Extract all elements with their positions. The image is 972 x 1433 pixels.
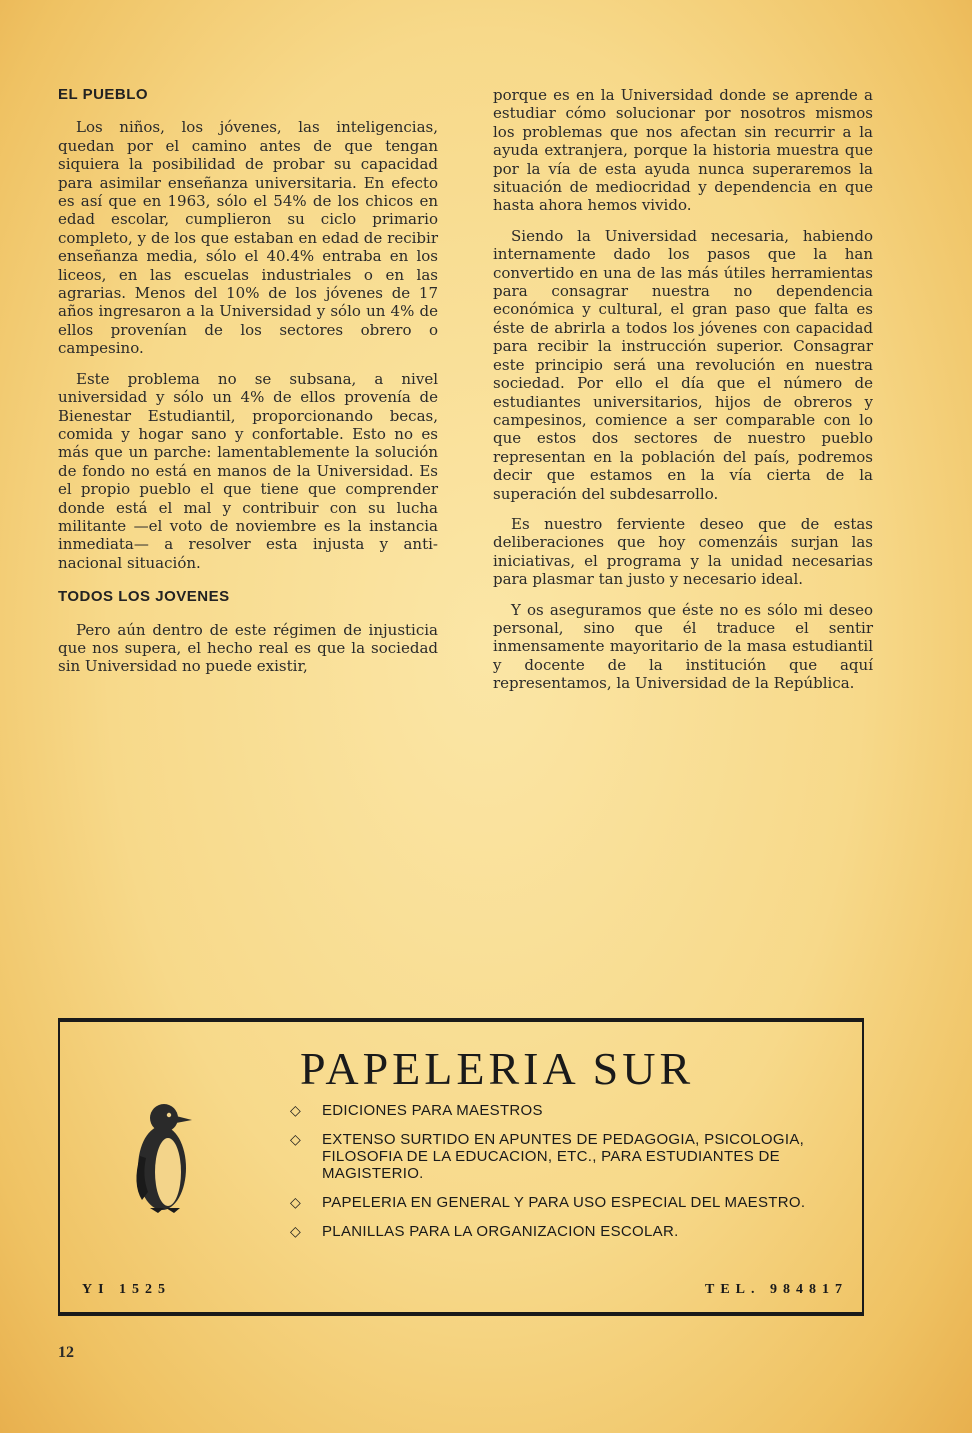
section-heading-todos-los-jovenes: TODOS LOS JOVENES — [58, 588, 230, 606]
left-column — [58, 86, 438, 688]
diamond-bullet-icon: ◇ — [290, 1131, 302, 1147]
penguin-icon — [128, 1096, 198, 1216]
list-item — [290, 1223, 810, 1240]
paragraph: Los niños, los jóvenes, las inteligencias, quedan por el camino antes de que tengan siquiera la posibilidad de probar su capacidad para asimilar enseñanza universitaria. En efecto es así que en 1963, sólo el 54% de los chicos en edad escolar, cumplieron su ciclo primario completo, y de los que estaban en edad de recibir enseñanza media, sólo el 40.4% entraba en los liceos, en las escuelas industriales o en las agrarias. Menos del 10% de los jóvenes de 17 años ingresaron a la Universidad y sólo un 4% de ellos provenían de los sectores obrero o campesino. — [58, 118, 438, 358]
paragraph: Este problema no se subsana, a nivel universidad y sólo un 4% de ellos provenía de Bienestar Estudiantil, proporcionando becas, comida y hogar sano y confortable. Esto no es más que un parche: lamentablemente la solución de fondo no está en manos de la Universidad. Es el propio pueblo el que tiene que comprender donde está el mal y contribuir con su lucha militante —el voto de noviembre es la instancia inmediata— a resolver esta injusta y anti-nacional situación. — [58, 369, 438, 572]
diamond-bullet-icon: ◇ — [290, 1194, 302, 1210]
diamond-bullet-icon: ◇ — [290, 1102, 302, 1118]
list-item-text: EDICIONES PARA MAESTROS — [322, 1102, 543, 1119]
papeleria-sur-advertisement — [58, 1018, 864, 1316]
paragraph: Siendo la Universidad necesaria, habiendo internamente dado los pasos que la han convertido en una de las más útiles herramientas para consagrar nuestra no dependencia económica y cultural, el gran paso que falta es éste de abrirla a todos los jóvenes con capacidad para recibir la instrucción superior. Consagrar este principio será una revolución en nuestra sociedad. Por ello el día que el número de estudiantes universitarios, hijos de obreros y campesinos, comience a ser comparable con lo que estos dos sectores de nuestro pueblo representan en la población del país, podremos decir que estamos en la vía cierta de la superación del subdesarrollo. — [493, 226, 873, 503]
list-item-text: EXTENSO SURTIDO EN APUNTES DE PEDAGOGIA, PSICOLOGIA, FILOSOFIA DE LA EDUCACION, ETC., PARA ESTUDIANTES DE MAGISTERIO. — [322, 1131, 805, 1182]
paragraph: Y os aseguramos que éste no es sólo mi deseo personal, sino que él traduce el sentir inmensamente mayoritario de la masa estudiantil y docente de la institución que aquí representamos, la Universidad de la República. — [493, 600, 873, 693]
list-item — [290, 1194, 810, 1211]
list-item — [290, 1102, 810, 1119]
ad-items-list — [290, 1102, 810, 1252]
paragraph: porque es en la Universidad donde se aprende a estudiar cómo solucionar por nosotros mismos los problemas que nos afectan sin recurrir a la ayuda extranjera, porque la historia muestra que por la vía de esta ayuda nunca superaremos la situación de mediocridad y dependencia en que hasta ahora hemos vivido. — [493, 86, 873, 215]
list-item-text: PAPELERIA EN GENERAL Y PARA USO ESPECIAL DEL MAESTRO. — [322, 1194, 806, 1211]
ad-title: PAPELERIA SUR — [300, 1043, 695, 1094]
page-number: 12 — [58, 1344, 74, 1361]
right-column — [493, 86, 873, 705]
paragraph: Pero aún dentro de este régimen de injusticia que nos supera, el hecho real es que la sociedad sin Universidad no puede existir, — [58, 620, 438, 676]
paragraph: Es nuestro ferviente deseo que de estas deliberaciones que hoy comenzáis surjan las iniciativas, el programa y la unidad necesarias para plasmar tan justo y necesario ideal. — [493, 514, 873, 589]
list-item — [290, 1131, 810, 1182]
list-item-text: PLANILLAS PARA LA ORGANIZACION ESCOLAR. — [322, 1223, 679, 1240]
diamond-bullet-icon: ◇ — [290, 1223, 302, 1239]
ad-address: YI 1525 — [82, 1282, 172, 1297]
ad-phone: TEL. 984817 — [704, 1282, 848, 1297]
section-heading-el-pueblo: EL PUEBLO — [58, 86, 149, 103]
